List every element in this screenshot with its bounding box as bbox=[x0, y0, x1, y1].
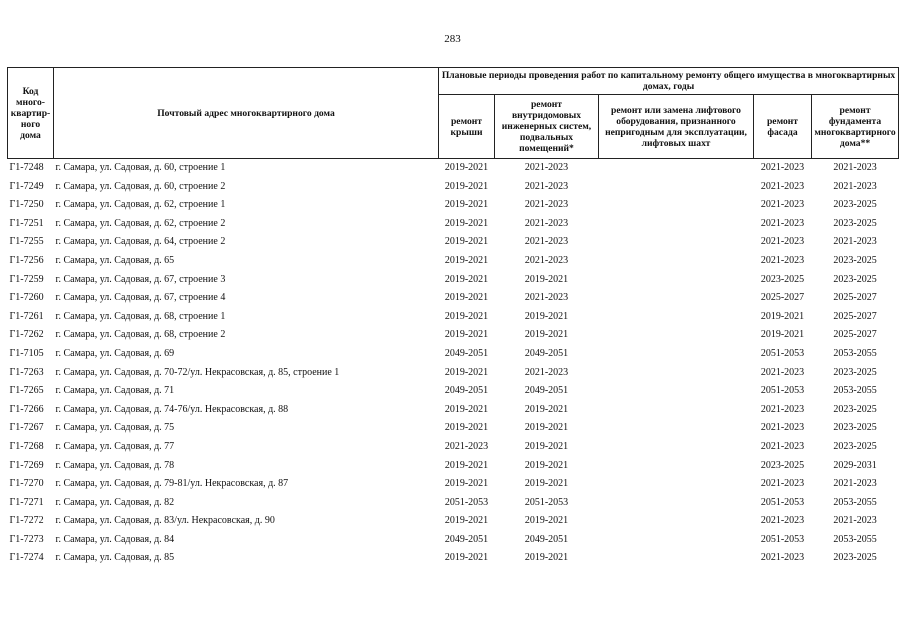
table-row bbox=[8, 457, 899, 476]
page-number: 283 bbox=[444, 33, 461, 45]
row-engineering-period: 2049-2051 bbox=[524, 533, 569, 545]
row-roof-period: 2019-2021 bbox=[444, 329, 489, 341]
row-engineering-period: 2021-2023 bbox=[524, 366, 569, 378]
row-elevator-period bbox=[599, 457, 754, 476]
row-address: г. Самара, ул. Садовая, д. 75 bbox=[55, 422, 175, 434]
row-engineering-period: 2021-2023 bbox=[524, 292, 569, 304]
row-roof-period: 2019-2021 bbox=[444, 422, 489, 434]
row-foundation-period: 2053-2055 bbox=[833, 385, 877, 397]
row-code: Г1-7263 bbox=[9, 366, 44, 378]
row-elevator-period bbox=[599, 271, 754, 290]
row-facade-period: 2021-2023 bbox=[760, 403, 805, 415]
row-elevator-period bbox=[599, 289, 754, 308]
row-address: г. Самара, ул. Садовая, д. 82 bbox=[55, 496, 175, 508]
row-facade-period: 2021-2023 bbox=[760, 180, 805, 192]
row-engineering-period: 2049-2051 bbox=[524, 385, 569, 397]
row-foundation-period: 2021-2023 bbox=[833, 515, 877, 527]
row-code: Г1-7262 bbox=[9, 329, 44, 341]
row-roof-period: 2019-2021 bbox=[444, 199, 489, 211]
row-code: Г1-7256 bbox=[9, 254, 44, 266]
row-code: Г1-7267 bbox=[9, 422, 44, 434]
row-address: г. Самара, ул. Садовая, д. 65 bbox=[55, 254, 175, 266]
row-roof-period: 2049-2051 bbox=[444, 385, 489, 397]
row-foundation-period: 2029-2031 bbox=[833, 459, 877, 471]
row-roof-period: 2019-2021 bbox=[444, 366, 489, 378]
row-address: г. Самара, ул. Садовая, д. 62, строение 2 bbox=[55, 217, 226, 229]
row-foundation-period: 2025-2027 bbox=[833, 329, 877, 341]
row-elevator-period bbox=[599, 215, 754, 234]
row-code: Г1-7272 bbox=[9, 515, 44, 527]
row-address: г. Самара, ул. Садовая, д. 67, строение 3 bbox=[55, 273, 226, 285]
row-roof-period: 2021-2023 bbox=[444, 440, 489, 452]
row-foundation-period: 2053-2055 bbox=[833, 496, 877, 508]
row-code: Г1-7266 bbox=[9, 403, 44, 415]
row-elevator-period bbox=[599, 326, 754, 345]
row-facade-period: 2021-2023 bbox=[760, 254, 805, 266]
row-facade-period: 2021-2023 bbox=[760, 366, 805, 378]
row-roof-period: 2019-2021 bbox=[444, 254, 489, 266]
row-foundation-period: 2053-2055 bbox=[833, 533, 877, 545]
row-facade-period: 2025-2027 bbox=[760, 292, 805, 304]
row-elevator-period bbox=[599, 178, 754, 197]
row-facade-period: 2019-2021 bbox=[760, 329, 805, 341]
row-address: г. Самара, ул. Садовая, д. 67, строение 4 bbox=[55, 292, 226, 304]
row-engineering-period: 2021-2023 bbox=[524, 236, 569, 248]
row-foundation-period: 2025-2027 bbox=[833, 310, 877, 322]
row-code: Г1-7269 bbox=[9, 459, 44, 471]
row-engineering-period: 2021-2023 bbox=[524, 217, 569, 229]
row-foundation-period: 2023-2025 bbox=[833, 217, 877, 229]
row-address: г. Самара, ул. Садовая, д. 69 bbox=[55, 347, 175, 359]
row-elevator-period bbox=[599, 494, 754, 513]
row-address: г. Самара, ул. Садовая, д. 79-81/ул. Некрасовская, д. 87 bbox=[55, 478, 289, 490]
row-elevator-period bbox=[599, 531, 754, 550]
table-row bbox=[8, 531, 899, 550]
row-facade-period: 2021-2023 bbox=[760, 478, 805, 490]
row-code: Г1-7274 bbox=[9, 552, 44, 564]
table-row bbox=[8, 401, 899, 420]
row-roof-period: 2049-2051 bbox=[444, 533, 489, 545]
row-foundation-period: 2023-2025 bbox=[833, 403, 877, 415]
header-code-line: Код bbox=[22, 85, 39, 97]
row-code: Г1-7249 bbox=[9, 180, 44, 192]
header-roof: ремонт крыши bbox=[439, 95, 495, 159]
row-facade-period: 2021-2023 bbox=[760, 199, 805, 211]
table-row bbox=[8, 159, 899, 178]
row-address: г. Самара, ул. Садовая, д. 74-76/ул. Некрасовская, д. 88 bbox=[55, 403, 289, 415]
row-roof-period: 2019-2021 bbox=[444, 217, 489, 229]
row-code: Г1-7259 bbox=[9, 273, 44, 285]
row-engineering-period: 2019-2021 bbox=[524, 422, 569, 434]
row-foundation-period: 2023-2025 bbox=[833, 552, 877, 564]
row-elevator-period bbox=[599, 512, 754, 531]
row-elevator-period bbox=[599, 345, 754, 364]
row-roof-period: 2019-2021 bbox=[444, 236, 489, 248]
row-elevator-period bbox=[599, 252, 754, 271]
row-facade-period: 2051-2053 bbox=[760, 385, 805, 397]
row-address: г. Самара, ул. Садовая, д. 78 bbox=[55, 459, 175, 471]
row-facade-period: 2021-2023 bbox=[760, 515, 805, 527]
table-row bbox=[8, 364, 899, 383]
row-roof-period: 2019-2021 bbox=[444, 552, 489, 564]
row-foundation-period: 2023-2025 bbox=[833, 273, 877, 285]
row-elevator-period bbox=[599, 419, 754, 438]
table-row bbox=[8, 438, 899, 457]
row-address: г. Самара, ул. Садовая, д. 64, строение 2 bbox=[55, 236, 226, 248]
header-code-line: много- bbox=[16, 96, 45, 108]
row-code: Г1-7270 bbox=[9, 478, 44, 490]
row-facade-period: 2021-2023 bbox=[760, 236, 805, 248]
row-roof-period: 2049-2051 bbox=[444, 347, 489, 359]
row-address: г. Самара, ул. Садовая, д. 84 bbox=[55, 533, 175, 545]
row-engineering-period: 2021-2023 bbox=[524, 199, 569, 211]
table-row bbox=[8, 326, 899, 345]
row-engineering-period: 2019-2021 bbox=[524, 552, 569, 564]
row-foundation-period: 2021-2023 bbox=[833, 180, 877, 192]
row-address: г. Самара, ул. Садовая, д. 83/ул. Некрасовская, д. 90 bbox=[55, 515, 275, 527]
header-code bbox=[8, 68, 54, 159]
row-elevator-period bbox=[599, 159, 754, 178]
row-code: Г1-7260 bbox=[9, 292, 44, 304]
table-row bbox=[8, 196, 899, 215]
header-code-line: квартир- bbox=[10, 107, 51, 119]
row-engineering-period: 2019-2021 bbox=[524, 310, 569, 322]
row-facade-period: 2051-2053 bbox=[760, 533, 805, 545]
row-address: г. Самара, ул. Садовая, д. 70-72/ул. Некрасовская, д. 85, строение 1 bbox=[55, 366, 340, 378]
table-row bbox=[8, 271, 899, 290]
row-engineering-period: 2021-2023 bbox=[524, 162, 569, 173]
table-row bbox=[8, 252, 899, 271]
row-code: Г1-7255 bbox=[9, 236, 44, 248]
row-address: г. Самара, ул. Садовая, д. 68, строение 2 bbox=[55, 329, 226, 341]
row-foundation-period: 2023-2025 bbox=[833, 199, 877, 211]
row-engineering-period: 2019-2021 bbox=[524, 459, 569, 471]
row-code: Г1-7251 bbox=[9, 217, 44, 229]
row-code: Г1-7250 bbox=[9, 199, 44, 211]
table-row bbox=[8, 345, 899, 364]
row-code: Г1-7261 bbox=[9, 310, 44, 322]
row-foundation-period: 2021-2023 bbox=[833, 236, 877, 248]
row-engineering-period: 2019-2021 bbox=[524, 273, 569, 285]
row-foundation-period: 2023-2025 bbox=[833, 254, 877, 266]
row-foundation-period: 2023-2025 bbox=[833, 366, 877, 378]
row-roof-period: 2019-2021 bbox=[444, 292, 489, 304]
row-facade-period: 2023-2025 bbox=[760, 459, 805, 471]
header-code-line: дома bbox=[20, 129, 41, 141]
row-facade-period: 2023-2025 bbox=[760, 273, 805, 285]
row-code: Г1-7268 bbox=[9, 440, 44, 452]
row-roof-period: 2051-2053 bbox=[444, 496, 489, 508]
row-foundation-period: 2021-2023 bbox=[833, 478, 877, 490]
row-engineering-period: 2021-2023 bbox=[524, 180, 569, 192]
repair-schedule-table bbox=[7, 67, 899, 568]
row-code: Г1-7271 bbox=[9, 496, 44, 508]
row-foundation-period: 2025-2027 bbox=[833, 292, 877, 304]
row-foundation-period: 2023-2025 bbox=[833, 422, 877, 434]
row-foundation-period: 2053-2055 bbox=[833, 347, 877, 359]
table-row bbox=[8, 512, 899, 531]
row-foundation-period: 2021-2023 bbox=[833, 162, 877, 173]
row-facade-period: 2021-2023 bbox=[760, 440, 805, 452]
table-row bbox=[8, 233, 899, 252]
header-address: Почтовый адрес многоквартирного дома bbox=[54, 68, 439, 159]
row-facade-period: 2051-2053 bbox=[760, 496, 805, 508]
row-engineering-period: 2019-2021 bbox=[524, 403, 569, 415]
row-facade-period: 2051-2053 bbox=[760, 347, 805, 359]
row-address: г. Самара, ул. Садовая, д. 60, строение 1 bbox=[55, 162, 226, 173]
header-foundation: ремонт фундамента многоквартирного дома** bbox=[812, 95, 899, 159]
row-elevator-period bbox=[599, 233, 754, 252]
header-elevator: ремонт или замена лифтового оборудования, признанного непригодным для эксплуатации, лифтовых шахт bbox=[599, 95, 754, 159]
row-engineering-period: 2019-2021 bbox=[524, 329, 569, 341]
header-facade: ремонт фасада bbox=[754, 95, 812, 159]
row-engineering-period: 2051-2053 bbox=[524, 496, 569, 508]
row-address: г. Самара, ул. Садовая, д. 62, строение 1 bbox=[55, 199, 226, 211]
header-code-line: ного bbox=[20, 118, 41, 130]
table-row bbox=[8, 178, 899, 197]
row-elevator-period bbox=[599, 401, 754, 420]
row-roof-period: 2019-2021 bbox=[444, 310, 489, 322]
row-roof-period: 2019-2021 bbox=[444, 515, 489, 527]
row-roof-period: 2019-2021 bbox=[444, 459, 489, 471]
table-row bbox=[8, 475, 899, 494]
table-row bbox=[8, 289, 899, 308]
table-row bbox=[8, 494, 899, 513]
row-code: Г1-7273 bbox=[9, 533, 44, 545]
row-code: Г1-7265 bbox=[9, 385, 44, 397]
table-row bbox=[8, 419, 899, 438]
row-engineering-period: 2019-2021 bbox=[524, 440, 569, 452]
row-engineering-period: 2019-2021 bbox=[524, 515, 569, 527]
row-elevator-period bbox=[599, 438, 754, 457]
row-elevator-period bbox=[599, 382, 754, 401]
table-body bbox=[8, 159, 899, 569]
row-address: г. Самара, ул. Садовая, д. 77 bbox=[55, 440, 175, 452]
table-row bbox=[8, 308, 899, 327]
row-elevator-period bbox=[599, 196, 754, 215]
row-code: Г1-7105 bbox=[9, 347, 44, 359]
row-elevator-period bbox=[599, 549, 754, 568]
table-row bbox=[8, 215, 899, 234]
row-roof-period: 2019-2021 bbox=[444, 273, 489, 285]
row-code: Г1-7248 bbox=[9, 162, 44, 173]
row-address: г. Самара, ул. Садовая, д. 85 bbox=[55, 552, 175, 564]
row-roof-period: 2019-2021 bbox=[444, 403, 489, 415]
table-row bbox=[8, 549, 899, 568]
row-elevator-period bbox=[599, 308, 754, 327]
row-address: г. Самара, ул. Садовая, д. 60, строение 2 bbox=[55, 180, 226, 192]
row-engineering-period: 2019-2021 bbox=[524, 478, 569, 490]
table-row bbox=[8, 382, 899, 401]
row-facade-period: 2021-2023 bbox=[760, 162, 805, 173]
row-facade-period: 2019-2021 bbox=[760, 310, 805, 322]
row-address: г. Самара, ул. Садовая, д. 68, строение 1 bbox=[55, 310, 226, 322]
row-roof-period: 2019-2021 bbox=[444, 478, 489, 490]
row-facade-period: 2021-2023 bbox=[760, 552, 805, 564]
row-elevator-period bbox=[599, 364, 754, 383]
row-engineering-period: 2021-2023 bbox=[524, 254, 569, 266]
row-elevator-period bbox=[599, 475, 754, 494]
row-roof-period: 2019-2021 bbox=[444, 162, 489, 173]
header-engineering: ремонт внутридомовых инженерных систем, подвальных помещений* bbox=[495, 95, 599, 159]
header-periods: Плановые периоды проведения работ по капитальному ремонту общего имущества в многоквартирных домах, годы bbox=[439, 68, 899, 95]
row-address: г. Самара, ул. Садовая, д. 71 bbox=[55, 385, 175, 397]
row-facade-period: 2021-2023 bbox=[760, 422, 805, 434]
row-engineering-period: 2049-2051 bbox=[524, 347, 569, 359]
row-facade-period: 2021-2023 bbox=[760, 217, 805, 229]
row-roof-period: 2019-2021 bbox=[444, 180, 489, 192]
row-foundation-period: 2023-2025 bbox=[833, 440, 877, 452]
